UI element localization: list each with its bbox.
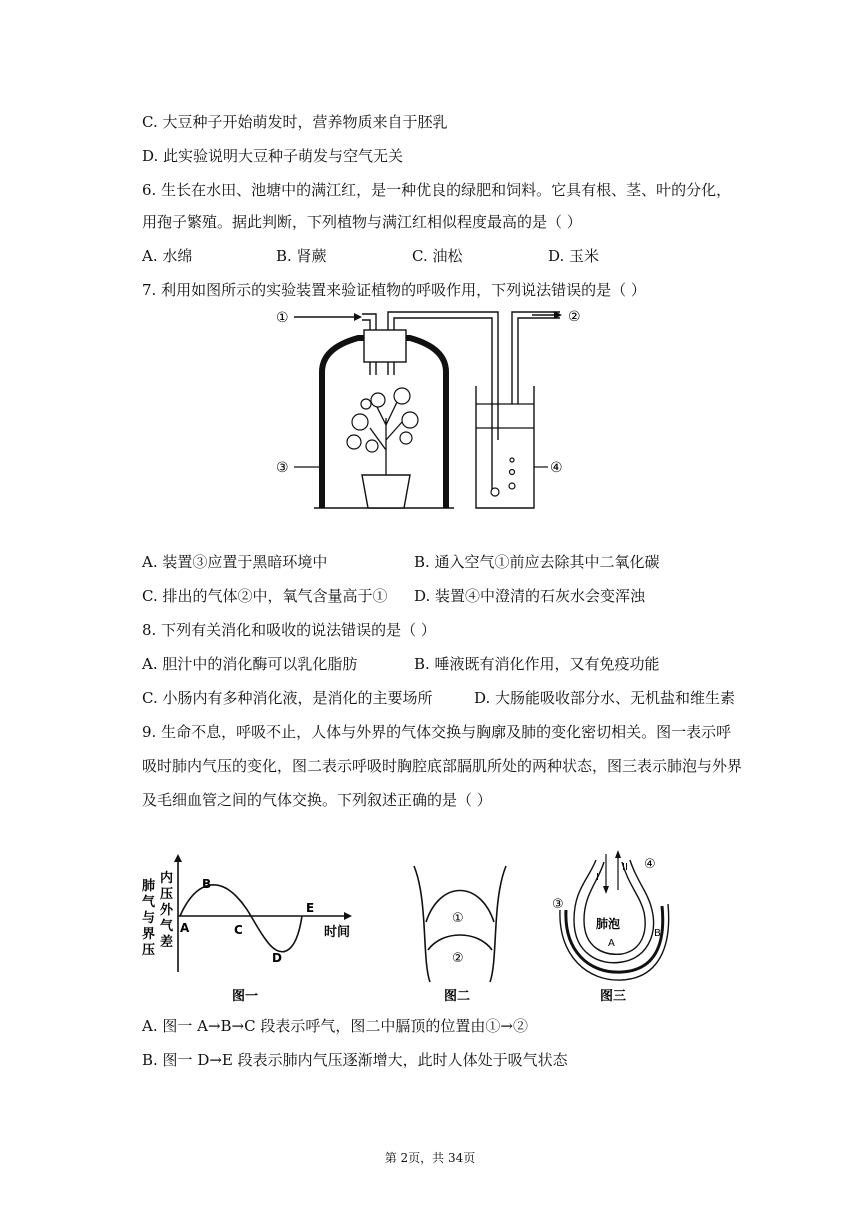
q7-option-a: A. 装置③应置于黑暗环境中	[142, 553, 328, 571]
x-axis-label: 时间	[324, 925, 351, 940]
point-label: E	[306, 901, 315, 915]
figure-1-pressure-curve	[140, 852, 370, 1012]
q6-option-a: A. 水绵	[142, 247, 193, 265]
arrow-II-label: II	[622, 862, 628, 873]
fig3-B-label: B	[654, 928, 661, 939]
q8-option-d: D. 大肠能吸收部分水、无机盐和维生素	[474, 689, 736, 707]
fig2-label-1: ①	[452, 911, 464, 926]
fig3-A-label: A	[608, 938, 615, 949]
page-footer: 第 2页，共 34页	[384, 1151, 476, 1165]
point-label: D	[272, 951, 282, 965]
fig2-caption: 图二	[444, 989, 471, 1004]
q9-option-b: B. 图一 D→E 段表示肺内气压逐渐增大，此时人体处于吸气状态	[142, 1051, 568, 1069]
figure-2-diaphragm	[400, 860, 520, 1010]
fig3-label-3: ③	[552, 897, 564, 912]
q5-option-d: D. 此实验说明大豆种子萌发与空气无关	[142, 147, 404, 165]
label-4: ④	[550, 460, 563, 476]
q6-option-c: C. 油松	[412, 247, 463, 265]
q8-option-c: C. 小肠内有多种消化液，是消化的主要场所	[142, 689, 433, 707]
point-label: B	[202, 877, 212, 891]
q8-option-b: B. 唾液既有消化作用，又有免疫功能	[414, 655, 660, 673]
fig1-caption: 图一	[232, 989, 259, 1004]
alveolus-label: 肺泡	[596, 917, 621, 931]
ylabel-char: 与	[142, 911, 156, 926]
point-label: A	[180, 921, 190, 935]
ylabel-char: 气	[160, 919, 174, 934]
fig3-caption: 图三	[600, 989, 627, 1004]
arrow-I-label: I	[596, 872, 599, 883]
ylabel-char: 压	[160, 887, 174, 902]
ylabel-char: 差	[160, 935, 174, 950]
q8-option-a: A. 胆汁中的消化酶可以乳化脂肪	[142, 655, 358, 673]
label-2: ②	[568, 309, 581, 325]
q6-stem-line2: 用孢子繁殖。据此判断，下列植物与满江红相似程度最高的是（ ）	[142, 213, 582, 231]
q7-option-c: C. 排出的气体②中，氧气含量高于①	[142, 587, 388, 605]
q9-stem-line3: 及毛细血管之间的气体交换。下列叙述正确的是（ ）	[142, 791, 492, 809]
q9-stem-line2: 吸时肺内气压的变化，图二表示呼吸时胸腔底部膈肌所处的两种状态，图三表示肺泡与外界	[142, 757, 743, 775]
q5-option-c: C. 大豆种子开始萌发时，营养物质来自于胚乳	[142, 113, 448, 131]
respiration-apparatus-figure	[270, 300, 610, 522]
point-label: C	[234, 923, 243, 937]
fig3-label-4: ④	[644, 857, 656, 872]
q6-stem-line1: 6. 生长在水田、池塘中的满江红，是一种优良的绿肥和饲料。它具有根、茎、叶的分化，	[142, 181, 732, 199]
q6-option-d: D. 玉米	[548, 247, 600, 265]
q8-stem: 8. 下列有关消化和吸收的说法错误的是（ ）	[142, 621, 436, 639]
q9-option-a: A. 图一 A→B→C 段表示呼气，图二中膈顶的位置由①→②	[142, 1017, 528, 1035]
q7-stem: 7. 利用如图所示的实验装置来验证植物的呼吸作用，下列说法错误的是（ ）	[142, 281, 646, 299]
label-1: ①	[276, 310, 289, 326]
ylabel-char: 外	[160, 903, 174, 918]
q7-option-b: B. 通入空气①前应去除其中二氧化碳	[414, 553, 660, 571]
label-3: ③	[276, 460, 289, 476]
fig2-label-2: ②	[452, 951, 464, 966]
ylabel-char: 内	[160, 871, 174, 886]
ylabel-char: 气	[142, 895, 156, 910]
ylabel-char: 肺	[142, 879, 156, 894]
figure-3-alveolus	[548, 850, 678, 1010]
q7-option-d: D. 装置④中澄清的石灰水会变浑浊	[414, 587, 646, 605]
ylabel-char: 界	[142, 927, 156, 942]
ylabel-char: 压	[142, 943, 156, 958]
q6-option-b: B. 肾蕨	[276, 247, 327, 265]
q9-stem-line1: 9. 生命不息，呼吸不止，人体与外界的气体交换与胸廓及肺的变化密切相关。图一表示呼	[142, 723, 732, 741]
